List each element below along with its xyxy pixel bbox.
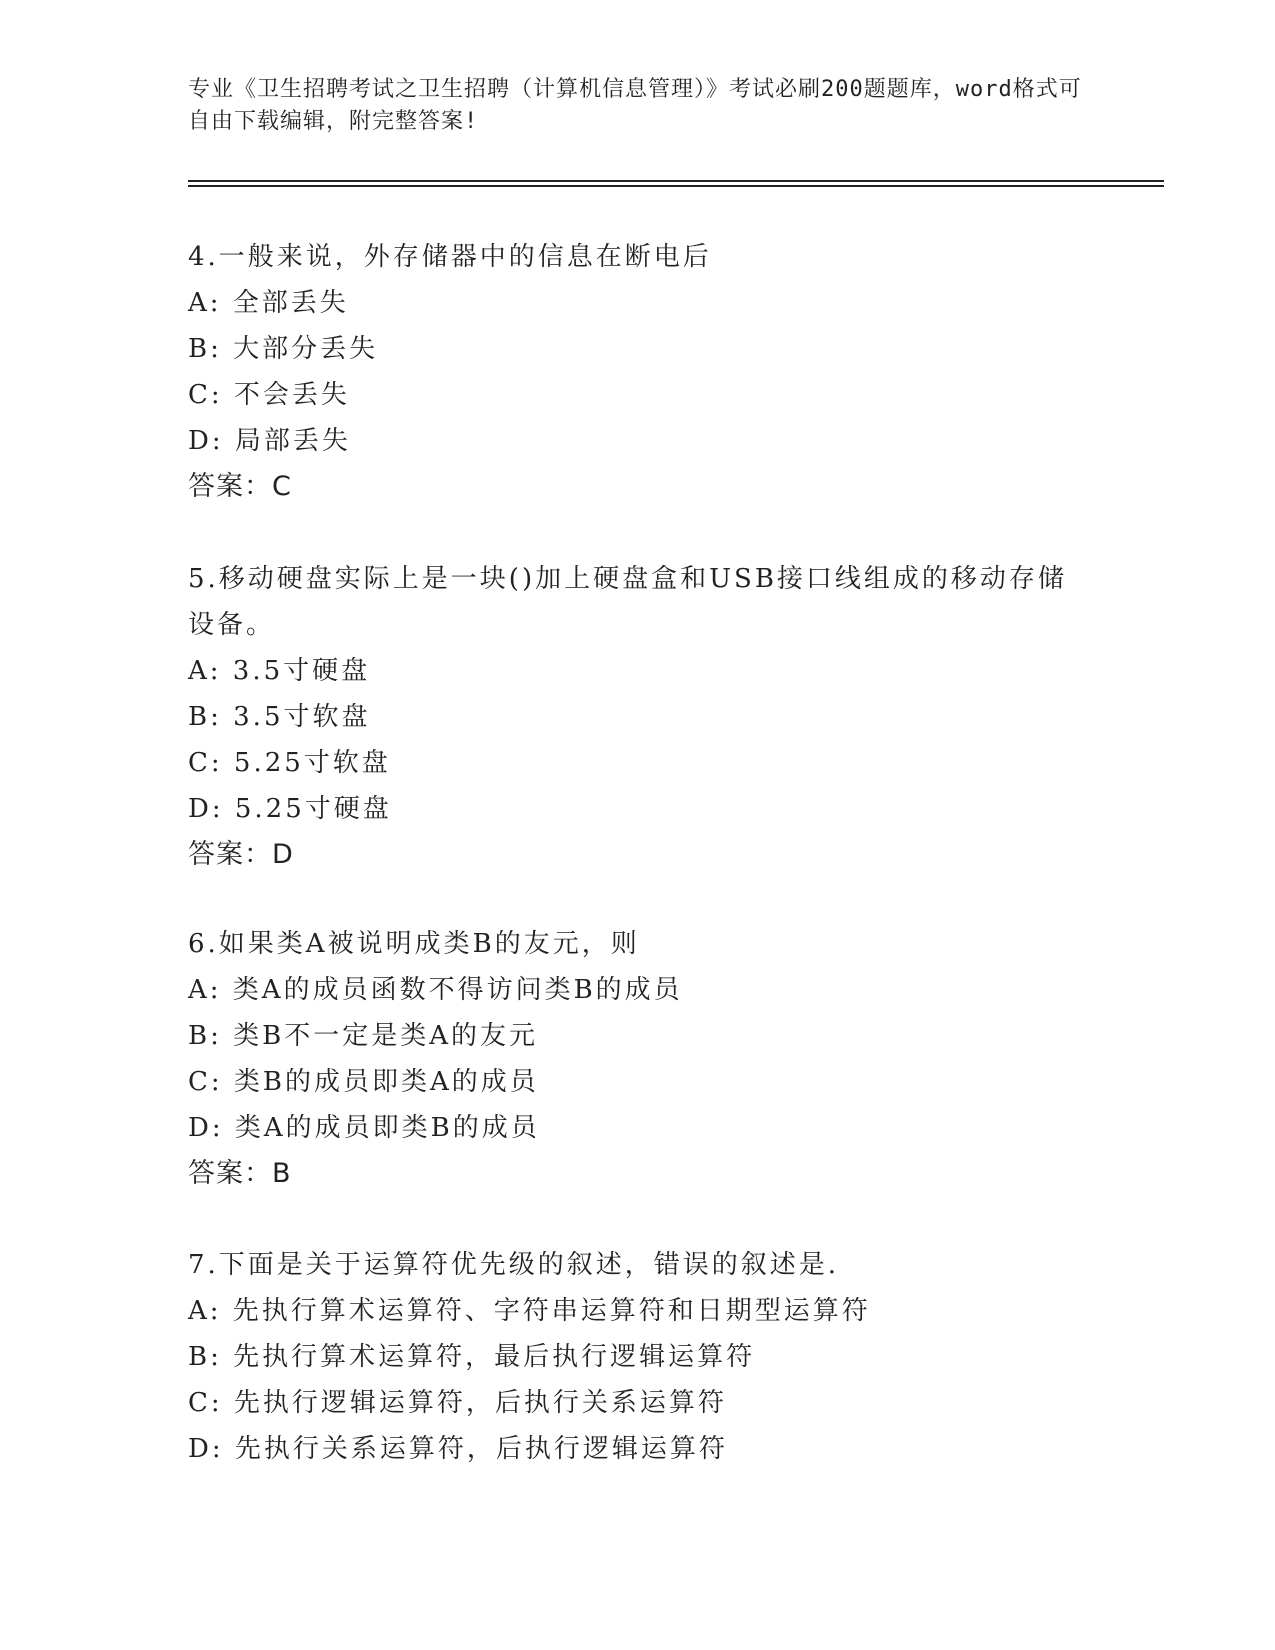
question-block xyxy=(188,921,1068,1197)
option-b: B: 先执行算术运算符，最后执行逻辑运算符 xyxy=(188,1342,756,1372)
header-divider-bottom xyxy=(188,185,1164,187)
option-b: B: 类B不一定是类A的友元 xyxy=(188,1021,539,1051)
question-block xyxy=(188,234,1068,510)
answer-line: 答案：D xyxy=(188,839,294,870)
question-stem: 5.移动硬盘实际上是一块()加上硬盘盒和USB接口线组成的移动存储设备。 xyxy=(188,564,1067,640)
option-a: A: 3.5寸硬盘 xyxy=(188,656,371,686)
option-a: A: 先执行算术运算符、字符串运算符和日期型运算符 xyxy=(188,1296,871,1326)
answer-line: 答案：C xyxy=(188,471,292,502)
answer-line: 答案：B xyxy=(188,1158,292,1189)
option-d: D: 局部丢失 xyxy=(188,426,351,456)
option-c: C: 5.25寸软盘 xyxy=(188,748,391,778)
option-c: C: 先执行逻辑运算符，后执行关系运算符 xyxy=(188,1388,727,1418)
option-c: C: 类B的成员即类A的成员 xyxy=(188,1067,539,1097)
option-a: A: 全部丢失 xyxy=(188,288,349,318)
option-d: D: 先执行关系运算符，后执行逻辑运算符 xyxy=(188,1434,728,1464)
option-b: B: 大部分丢失 xyxy=(188,334,379,364)
option-d: D: 5.25寸硬盘 xyxy=(188,794,392,824)
question-block xyxy=(188,1242,1068,1472)
question-stem: 4.一般来说，外存储器中的信息在断电后 xyxy=(188,242,712,272)
header-divider-top xyxy=(188,180,1164,182)
question-stem: 6.如果类A被说明成类B的友元，则 xyxy=(188,929,640,959)
question-block xyxy=(188,556,1068,878)
question-stem: 7.下面是关于运算符优先级的叙述，错误的叙述是. xyxy=(188,1250,840,1280)
option-b: B: 3.5寸软盘 xyxy=(188,702,371,732)
option-c: C: 不会丢失 xyxy=(188,380,350,410)
option-d: D: 类A的成员即类B的成员 xyxy=(188,1113,540,1143)
option-a: A: 类A的成员函数不得访问类B的成员 xyxy=(188,975,683,1005)
document-header: 专业《卫生招聘考试之卫生招聘（计算机信息管理）》考试必刷200题题库，word格式可自由下载编辑，附完整答案! xyxy=(188,77,1082,134)
